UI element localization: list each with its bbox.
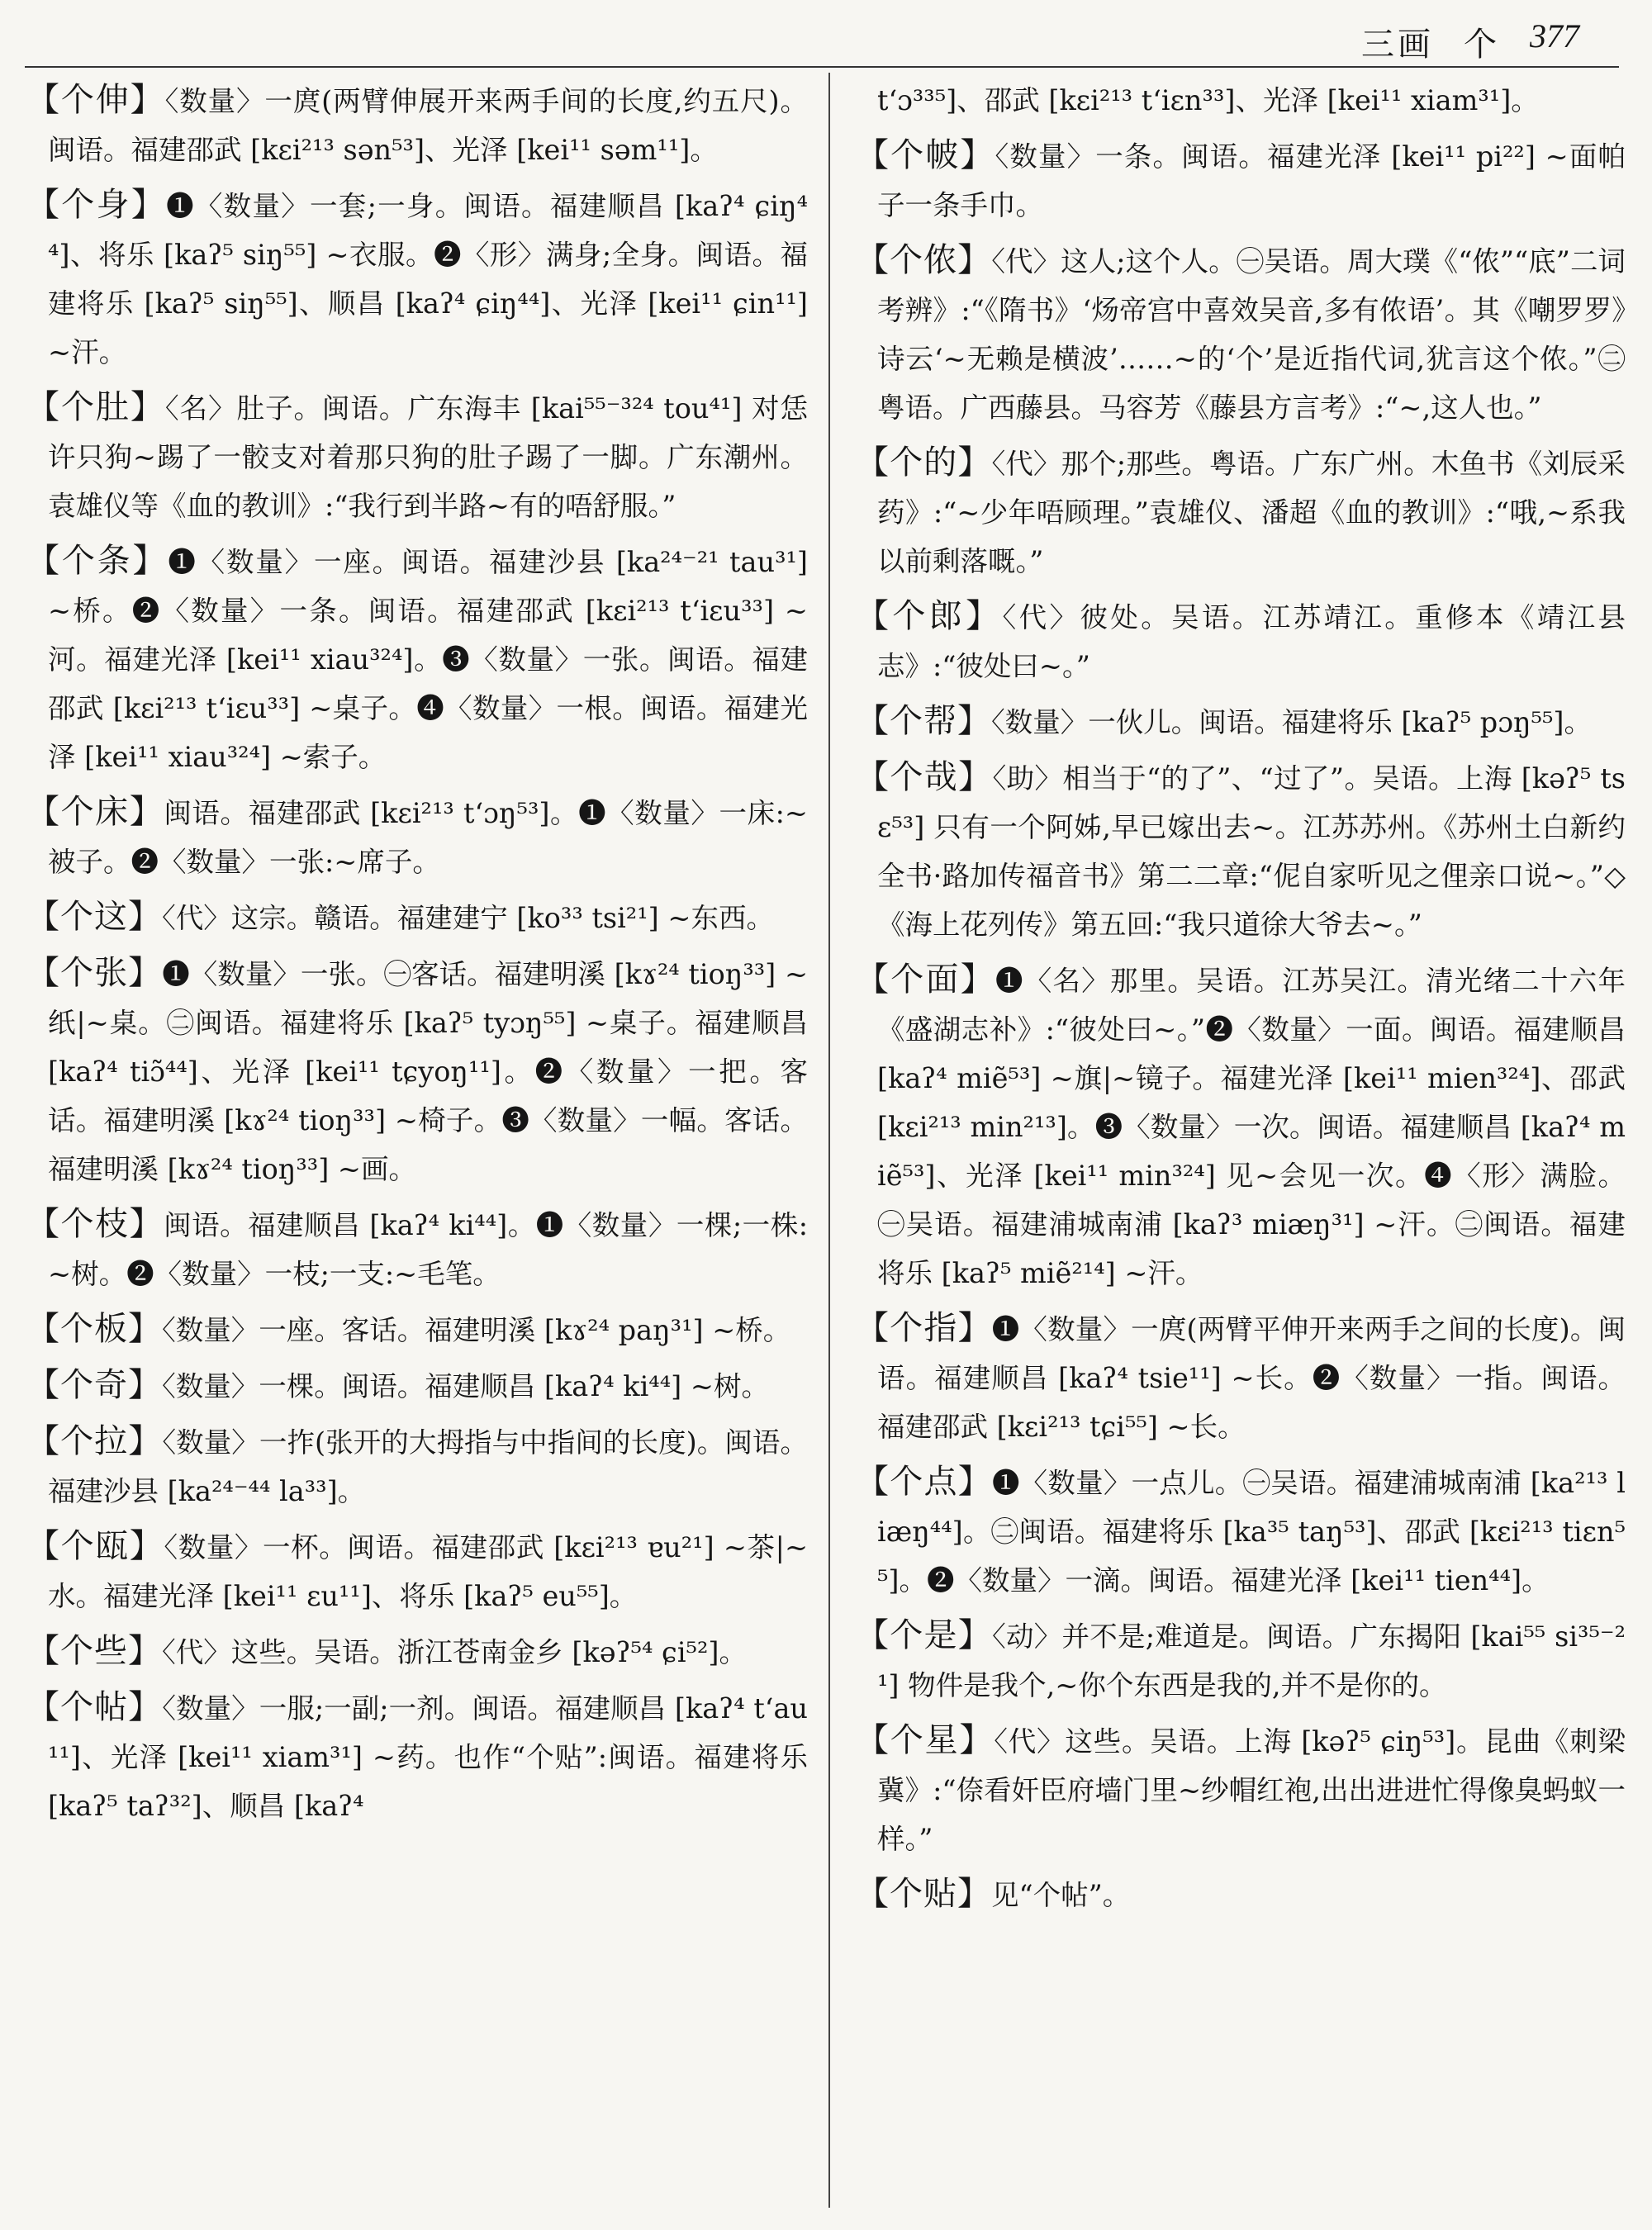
- dictionary-entry: [856, 1304, 1626, 1451]
- entry-definition: ❶〈数量〉一点儿。㊀吴语。福建浦城南浦 [ka²¹³ liæŋ⁴⁴]。㊁闽语。福建将乐 [ka³⁵ taŋ⁵³]、邵武 [kεi²¹³ tiεn⁵⁵]。❷〈数量〉一滴。闽语。福建光泽 [kei¹¹ tien⁴⁴]。: [877, 1467, 1626, 1597]
- dictionary-entry: [856, 697, 1626, 747]
- entry-definition: 〈名〉肚子。闽语。广东海丰 [kai⁵⁵⁻³²⁴ tou⁴¹] 对恁许只狗~踢了一骹支对着那只狗的肚子踢了一脚。广东潮州。袁雄仪等《血的教训》:“我行到半路~有的唔舒服。”: [48, 392, 808, 522]
- entry-headword: 【个哉】: [856, 758, 993, 796]
- entry-definition: 〈数量〉一服;一副;一剂。闽语。福建顺昌 [kaʔ⁴ tʻau¹¹]、光泽 [kei¹¹ xiam³¹] ~药。也作“个贴”:闽语。福建将乐 [kaʔ⁵ taʔ³²]、顺昌 [kaʔ⁴: [48, 1692, 808, 1822]
- entry-definition: 〈数量〉一座。客话。福建明溪 [kɤ²⁴ paŋ³¹] ~桥。: [162, 1314, 791, 1346]
- entry-headword: 【个条】: [26, 542, 169, 580]
- entry-headword: 【个侬】: [856, 241, 992, 279]
- dictionary-entry: [26, 1305, 808, 1355]
- column-divider: [828, 73, 830, 2208]
- entry-definition: ❶〈数量〉一套;一身。闽语。福建顺昌 [kaʔ⁴ ɕiŋ⁴⁴]、将乐 [kaʔ⁵ siŋ⁵⁵] ~衣服。❷〈形〉满身;全身。闽语。福建将乐 [kaʔ⁵ siŋ⁵⁵]、顺昌 [kaʔ⁴ ɕiŋ⁴⁴]、光泽 [kei¹¹ ɕin¹¹] ~汗。: [48, 190, 808, 368]
- dictionary-entry: [26, 788, 808, 886]
- entry-headword: 【个是】: [856, 1616, 992, 1654]
- dictionary-entry: [26, 1200, 808, 1298]
- entry-definition: 〈助〉相当于“的了”、“过了”。吴语。上海 [kəʔ⁵ tsε⁵³] 只有一个阿姊,早已嫁出去~。江苏苏州。《苏州土白新约全书·路加传福音书》第二二章:“伲自家听见之俚亲口说~。”◇《海上花列传》第五回:“我只道徐大爷去~。”: [877, 762, 1626, 941]
- entry-definition: 〈数量〉一伙儿。闽语。福建将乐 [kaʔ⁵ pɔŋ⁵⁵]。: [991, 706, 1592, 738]
- entry-headword: 【个郎】: [856, 597, 1003, 635]
- dictionary-entry: [856, 1458, 1626, 1605]
- entry-definition: 〈数量〉一拃(张开的大拇指与中指间的长度)。闽语。福建沙县 [ka²⁴⁻⁴⁴ la³³]。: [48, 1426, 808, 1507]
- entry-definition: 〈数量〉一庹(两臂伸展开来两手间的长度,约五尺)。闽语。福建邵武 [kεi²¹³ sən⁵³]、光泽 [kei¹¹ səm¹¹]。: [48, 85, 808, 166]
- entry-headword: 【个身】: [26, 186, 167, 224]
- page-number: 377: [1530, 17, 1579, 55]
- entry-definition: 〈代〉这宗。赣语。福建建宁 [ko³³ tsi²¹] ~东西。: [162, 902, 774, 934]
- dictionary-entry: [856, 753, 1626, 949]
- entry-headword: 【个点】: [856, 1463, 992, 1501]
- entry-headword: 【个星】: [856, 1721, 995, 1759]
- header-rule: [25, 66, 1619, 68]
- entry-headword: 【个奇】: [26, 1366, 162, 1404]
- entry-definition: ❶〈数量〉一座。闽语。福建沙县 [ka²⁴⁻²¹ tau³¹] ~桥。❷〈数量〉一条。闽语。福建邵武 [kεi²¹³ tʻiεu³³] ~河。福建光泽 [kei¹¹ xiau³²⁴]。❸〈数量〉一张。闽语。福建邵武 [kεi²¹³ tʻiεu³³] ~桌子。❹〈数量〉一根。闽语。福建光泽 [kei¹¹ xiau³²⁴] ~索子。: [48, 546, 808, 773]
- entry-definition: 〈数量〉一条。闽语。福建光泽 [kei¹¹ pi²²] ~面帕子一条手巾。: [877, 140, 1626, 221]
- entry-definition: 〈数量〉一杯。闽语。福建邵武 [kεi²¹³ ɐu²¹] ~茶|~水。福建光泽 [kei¹¹ εu¹¹]、将乐 [kaʔ⁵ eu⁵⁵]。: [48, 1531, 808, 1612]
- entry-headword: 【个板】: [26, 1310, 162, 1348]
- dictionary-entry: [26, 1417, 808, 1516]
- entry-headword: 【个瓯】: [26, 1527, 164, 1565]
- entry-headword: 【个贴】: [856, 1875, 991, 1913]
- entry-definition: 闽语。福建顺昌 [kaʔ⁴ ki⁴⁴]。❶〈数量〉一棵;一株:~树。❷〈数量〉一枝;一支:~毛笔。: [48, 1209, 808, 1290]
- dictionary-entry: [26, 1683, 808, 1830]
- entry-headword: 【个这】: [26, 898, 162, 936]
- entry-definition: 〈代〉彼处。吴语。江苏靖江。重修本《靖江县志》:“彼处曰~。”: [877, 601, 1626, 682]
- dictionary-entry: [856, 592, 1626, 690]
- dictionary-entry: [26, 181, 808, 377]
- entry-definition: ❶〈名〉那里。吴语。江苏吴江。清光绪二十六年《盛湖志补》:“彼处曰~。”❷〈数量〉一面。闽语。福建顺昌 [kaʔ⁴ miẽ⁵³] ~旗|~镜子。福建光泽 [kei¹¹ mien³²⁴]、邵武 [kεi²¹³ min²¹³]。❸〈数量〉一次。闽语。福建顺昌 [kaʔ⁴ miẽ⁵³]、光泽 [kei¹¹ min³²⁴] 见~会见一次。❹〈形〉满脸。㊀吴语。福建浦城南浦 [kaʔ³ miæŋ³¹] ~汗。㊁闽语。福建将乐 [kaʔ⁵ miẽ²¹⁴] ~汗。: [877, 965, 1626, 1289]
- dictionary-entry: [26, 949, 808, 1193]
- entry-headword: 【个枝】: [26, 1205, 164, 1243]
- dictionary-entry: [856, 1611, 1626, 1710]
- dictionary-entry: [26, 383, 808, 530]
- dictionary-entry: [856, 1716, 1626, 1863]
- entry-headword: 【个拉】: [26, 1422, 163, 1460]
- entry-headword: 【个帮】: [856, 702, 991, 740]
- dictionary-entry: [26, 1627, 808, 1677]
- entry-headword: 【个床】: [26, 793, 164, 831]
- dictionary-entry: [856, 956, 1626, 1298]
- dictionary-entry: [856, 131, 1626, 230]
- continuation-text: tʻɔ³³⁵]、邵武 [kεi²¹³ tʻiεn³³]、光泽 [kei¹¹ xiam³¹]。: [877, 84, 1539, 116]
- dictionary-entry: [26, 537, 808, 781]
- entry-headword: 【个的】: [856, 444, 992, 482]
- left-column: [26, 76, 808, 2215]
- entry-definition: 〈代〉这些。吴语。上海 [kəʔ⁵ ɕiŋ⁵³]。昆曲《刺梁冀》:“倷看奸臣府墙门里~纱帽红袍,出出进进忙得像臭蚂蚁一样。”: [877, 1725, 1626, 1855]
- right-column: [856, 76, 1626, 2215]
- entry-definition: 〈数量〉一棵。闽语。福建顺昌 [kaʔ⁴ ki⁴⁴] ~树。: [162, 1370, 769, 1402]
- entry-definition: ❶〈数量〉一庹(两臂平伸开来两手之间的长度)。闽语。福建顺昌 [kaʔ⁴ tsie¹¹] ~长。❷〈数量〉一指。闽语。福建邵武 [kεi²¹³ tɕi⁵⁵] ~长。: [877, 1313, 1626, 1443]
- entry-headword: 【个面】: [856, 961, 995, 999]
- header-section: 三画: [1361, 26, 1434, 64]
- entry-headword: 【个张】: [26, 954, 163, 992]
- entry-definition: 〈代〉这些。吴语。浙江苍南金乡 [kəʔ⁵⁴ ɕi⁵²]。: [162, 1636, 747, 1668]
- entry-headword: 【个帖】: [26, 1688, 163, 1726]
- dictionary-entry: [856, 1870, 1626, 1919]
- dictionary-entry: [26, 76, 808, 174]
- header-character: 个: [1464, 26, 1497, 64]
- dictionary-entry: [856, 236, 1626, 432]
- entry-definition: ❶〈数量〉一张。㊀客话。福建明溪 [kɤ²⁴ tioŋ³³] ~纸|~桌。㊁闽语。福建将乐 [kaʔ⁵ tyɔŋ⁵⁵] ~桌子。福建顺昌 [kaʔ⁴ tiɔ̃⁴⁴]、光泽 [kei¹¹ tɕyoŋ¹¹]。❷〈数量〉一把。客话。福建明溪 [kɤ²⁴ tioŋ³³] ~椅子。❸〈数量〉一幅。客话。福建明溪 [kɤ²⁴ tioŋ³³] ~画。: [48, 958, 808, 1185]
- entry-definition: 〈动〉并不是;难道是。闽语。广东揭阳 [kai⁵⁵ si³⁵⁻²¹] 物件是我个,~你个东西是我的,并不是你的。: [877, 1620, 1626, 1701]
- page-header: [0, 12, 1652, 64]
- entry-definition: 〈代〉这人;这个人。㊀吴语。周大璞《“侬”“底”二词考辨》:“《隋书》‘炀帝宫中喜效吴音,多有侬语’。其《嘲罗罗》诗云‘~无赖是横波’……~的‘个’是近指代词,犹言这个侬。”㊁粤语。广西藤县。马容芳《藤县方言考》:“~,这人也。”: [877, 245, 1626, 424]
- entry-definition: 〈代〉那个;那些。粤语。广东广州。木鱼书《刘辰采药》:“~少年唔顾理。”袁雄仪、潘超《血的教训》:“哦,~系我以前剩落嘅。”: [877, 448, 1626, 577]
- entry-headword: 【个伸】: [26, 81, 165, 119]
- dictionary-entry: [26, 893, 808, 942]
- entry-definition: 见“个帖”。: [991, 1879, 1131, 1911]
- dictionary-entry: [26, 1361, 808, 1411]
- dictionary-entry: [26, 1522, 808, 1620]
- entry-headword: 【个帔】: [856, 136, 995, 174]
- entry-headword: 【个些】: [26, 1632, 162, 1670]
- entry-definition: 闽语。福建邵武 [kεi²¹³ tʻɔŋ⁵³]。❶〈数量〉一床:~被子。❷〈数量〉一张:~席子。: [48, 797, 808, 878]
- dictionary-entry: [856, 439, 1626, 586]
- entry-headword: 【个肚】: [26, 388, 165, 426]
- entry-headword: 【个指】: [856, 1309, 992, 1347]
